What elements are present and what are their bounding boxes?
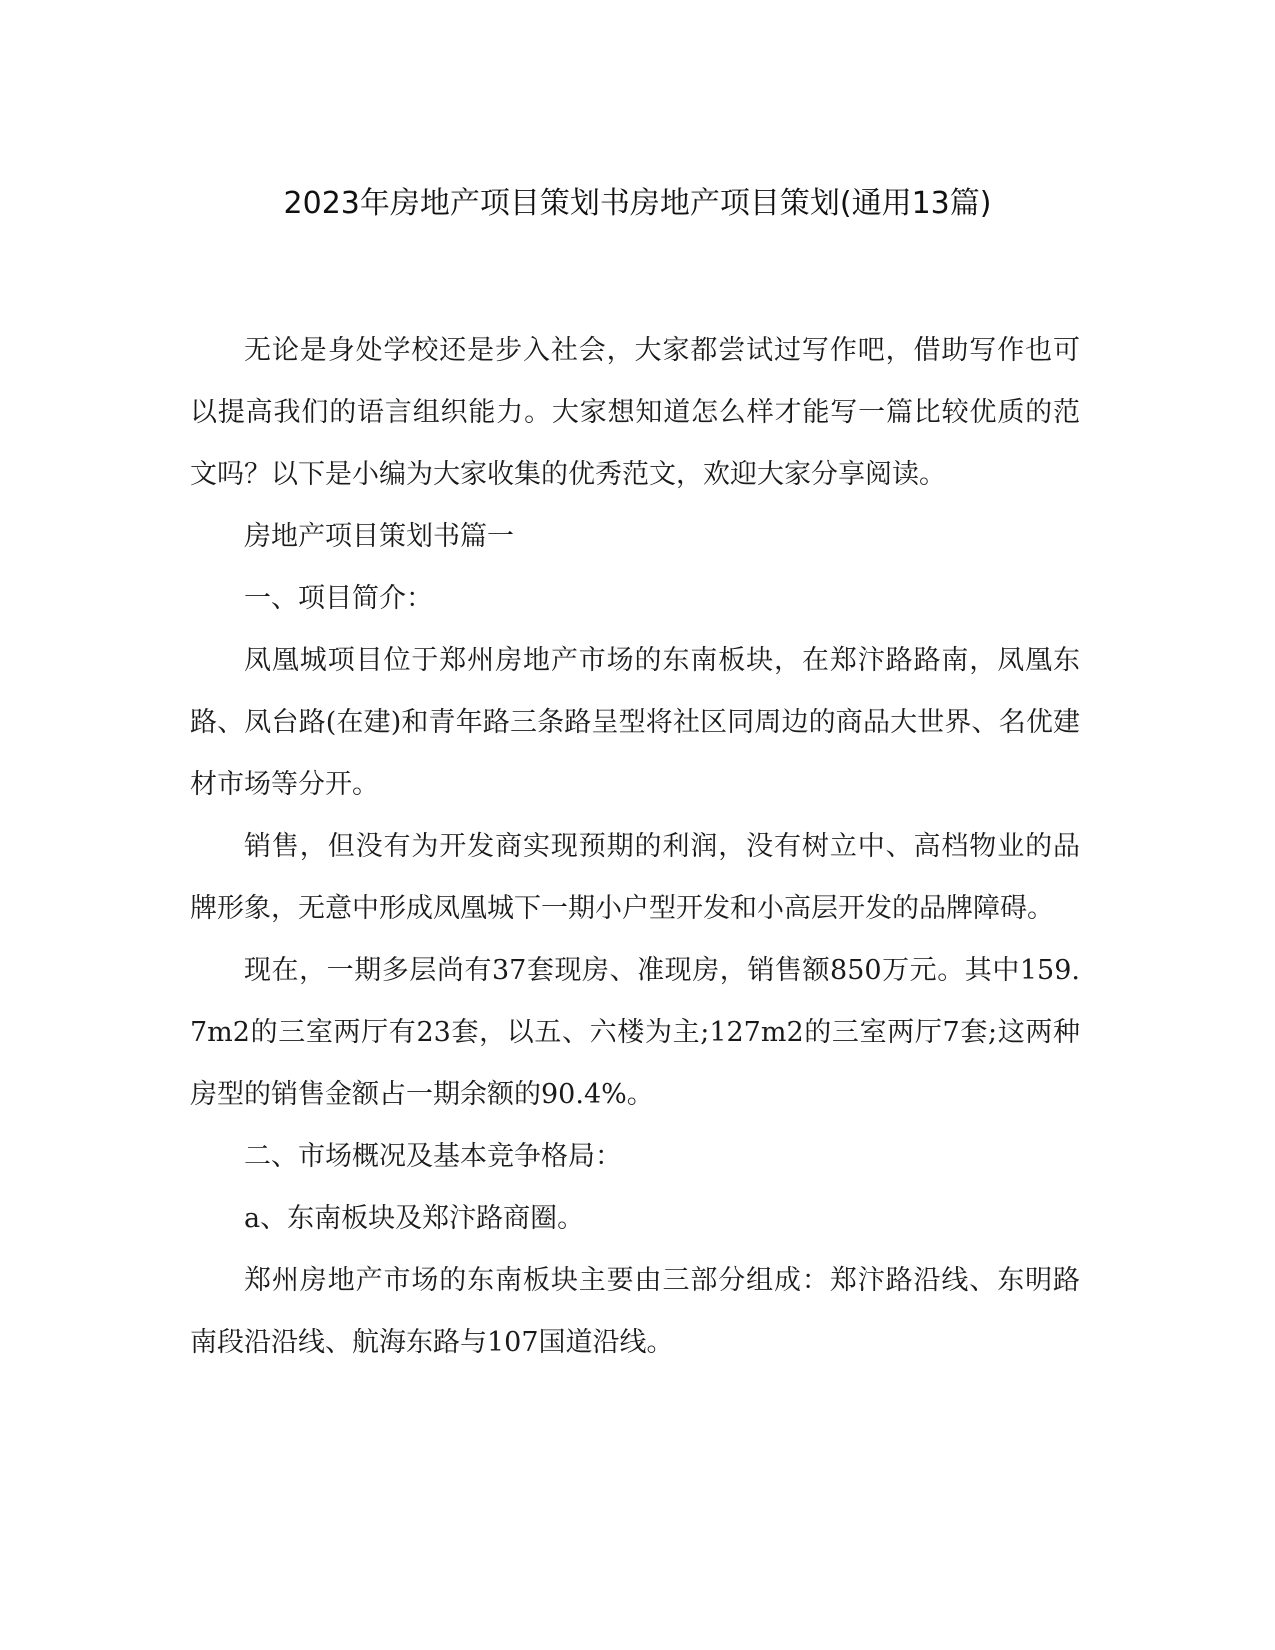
sales-paragraph: 销售，但没有为开发商实现预期的利润，没有树立中、高档物业的品牌形象，无意中形成凤凰城下一期小户型开发和小高层开发的品牌障碍。 bbox=[190, 831, 1080, 924]
subheading-southeast-block: a、东南板块及郑汴路商圈。 bbox=[244, 1203, 585, 1234]
section-heading-part-one: 房地产项目策划书篇一 bbox=[244, 521, 514, 552]
project-location-paragraph: 凤凰城项目位于郑州房地产市场的东南板块，在郑汴路路南，凤凰东路、凤台路(在建)和青年路三条路呈型将社区同周边的商品大世界、名优建材市场等分开。 bbox=[190, 645, 1080, 800]
subheading-project-intro: 一、项目简介： bbox=[244, 583, 433, 614]
southeast-block-paragraph: 郑州房地产市场的东南板块主要由三部分组成：郑汴路沿线、东明路南段沿沿线、航海东路与107国道沿线。 bbox=[190, 1265, 1080, 1358]
document-title: 2023年房地产项目策划书房地产项目策划(通用13篇) bbox=[283, 186, 992, 221]
document-body bbox=[190, 320, 1080, 1374]
subheading-market-overview: 二、市场概况及基本竞争格局： bbox=[244, 1141, 622, 1172]
inventory-paragraph: 现在，一期多层尚有37套现房、准现房，销售额850万元。其中159.7m2的三室两厅有23套，以五、六楼为主;127m2的三室两厅7套;这两种房型的销售金额占一期余额的90.4%。 bbox=[190, 955, 1080, 1110]
intro-paragraph: 无论是身处学校还是步入社会，大家都尝试过写作吧，借助写作也可以提高我们的语言组织能力。大家想知道怎么样才能写一篇比较优质的范文吗？以下是小编为大家收集的优秀范文，欢迎大家分享阅读。 bbox=[190, 335, 1080, 490]
